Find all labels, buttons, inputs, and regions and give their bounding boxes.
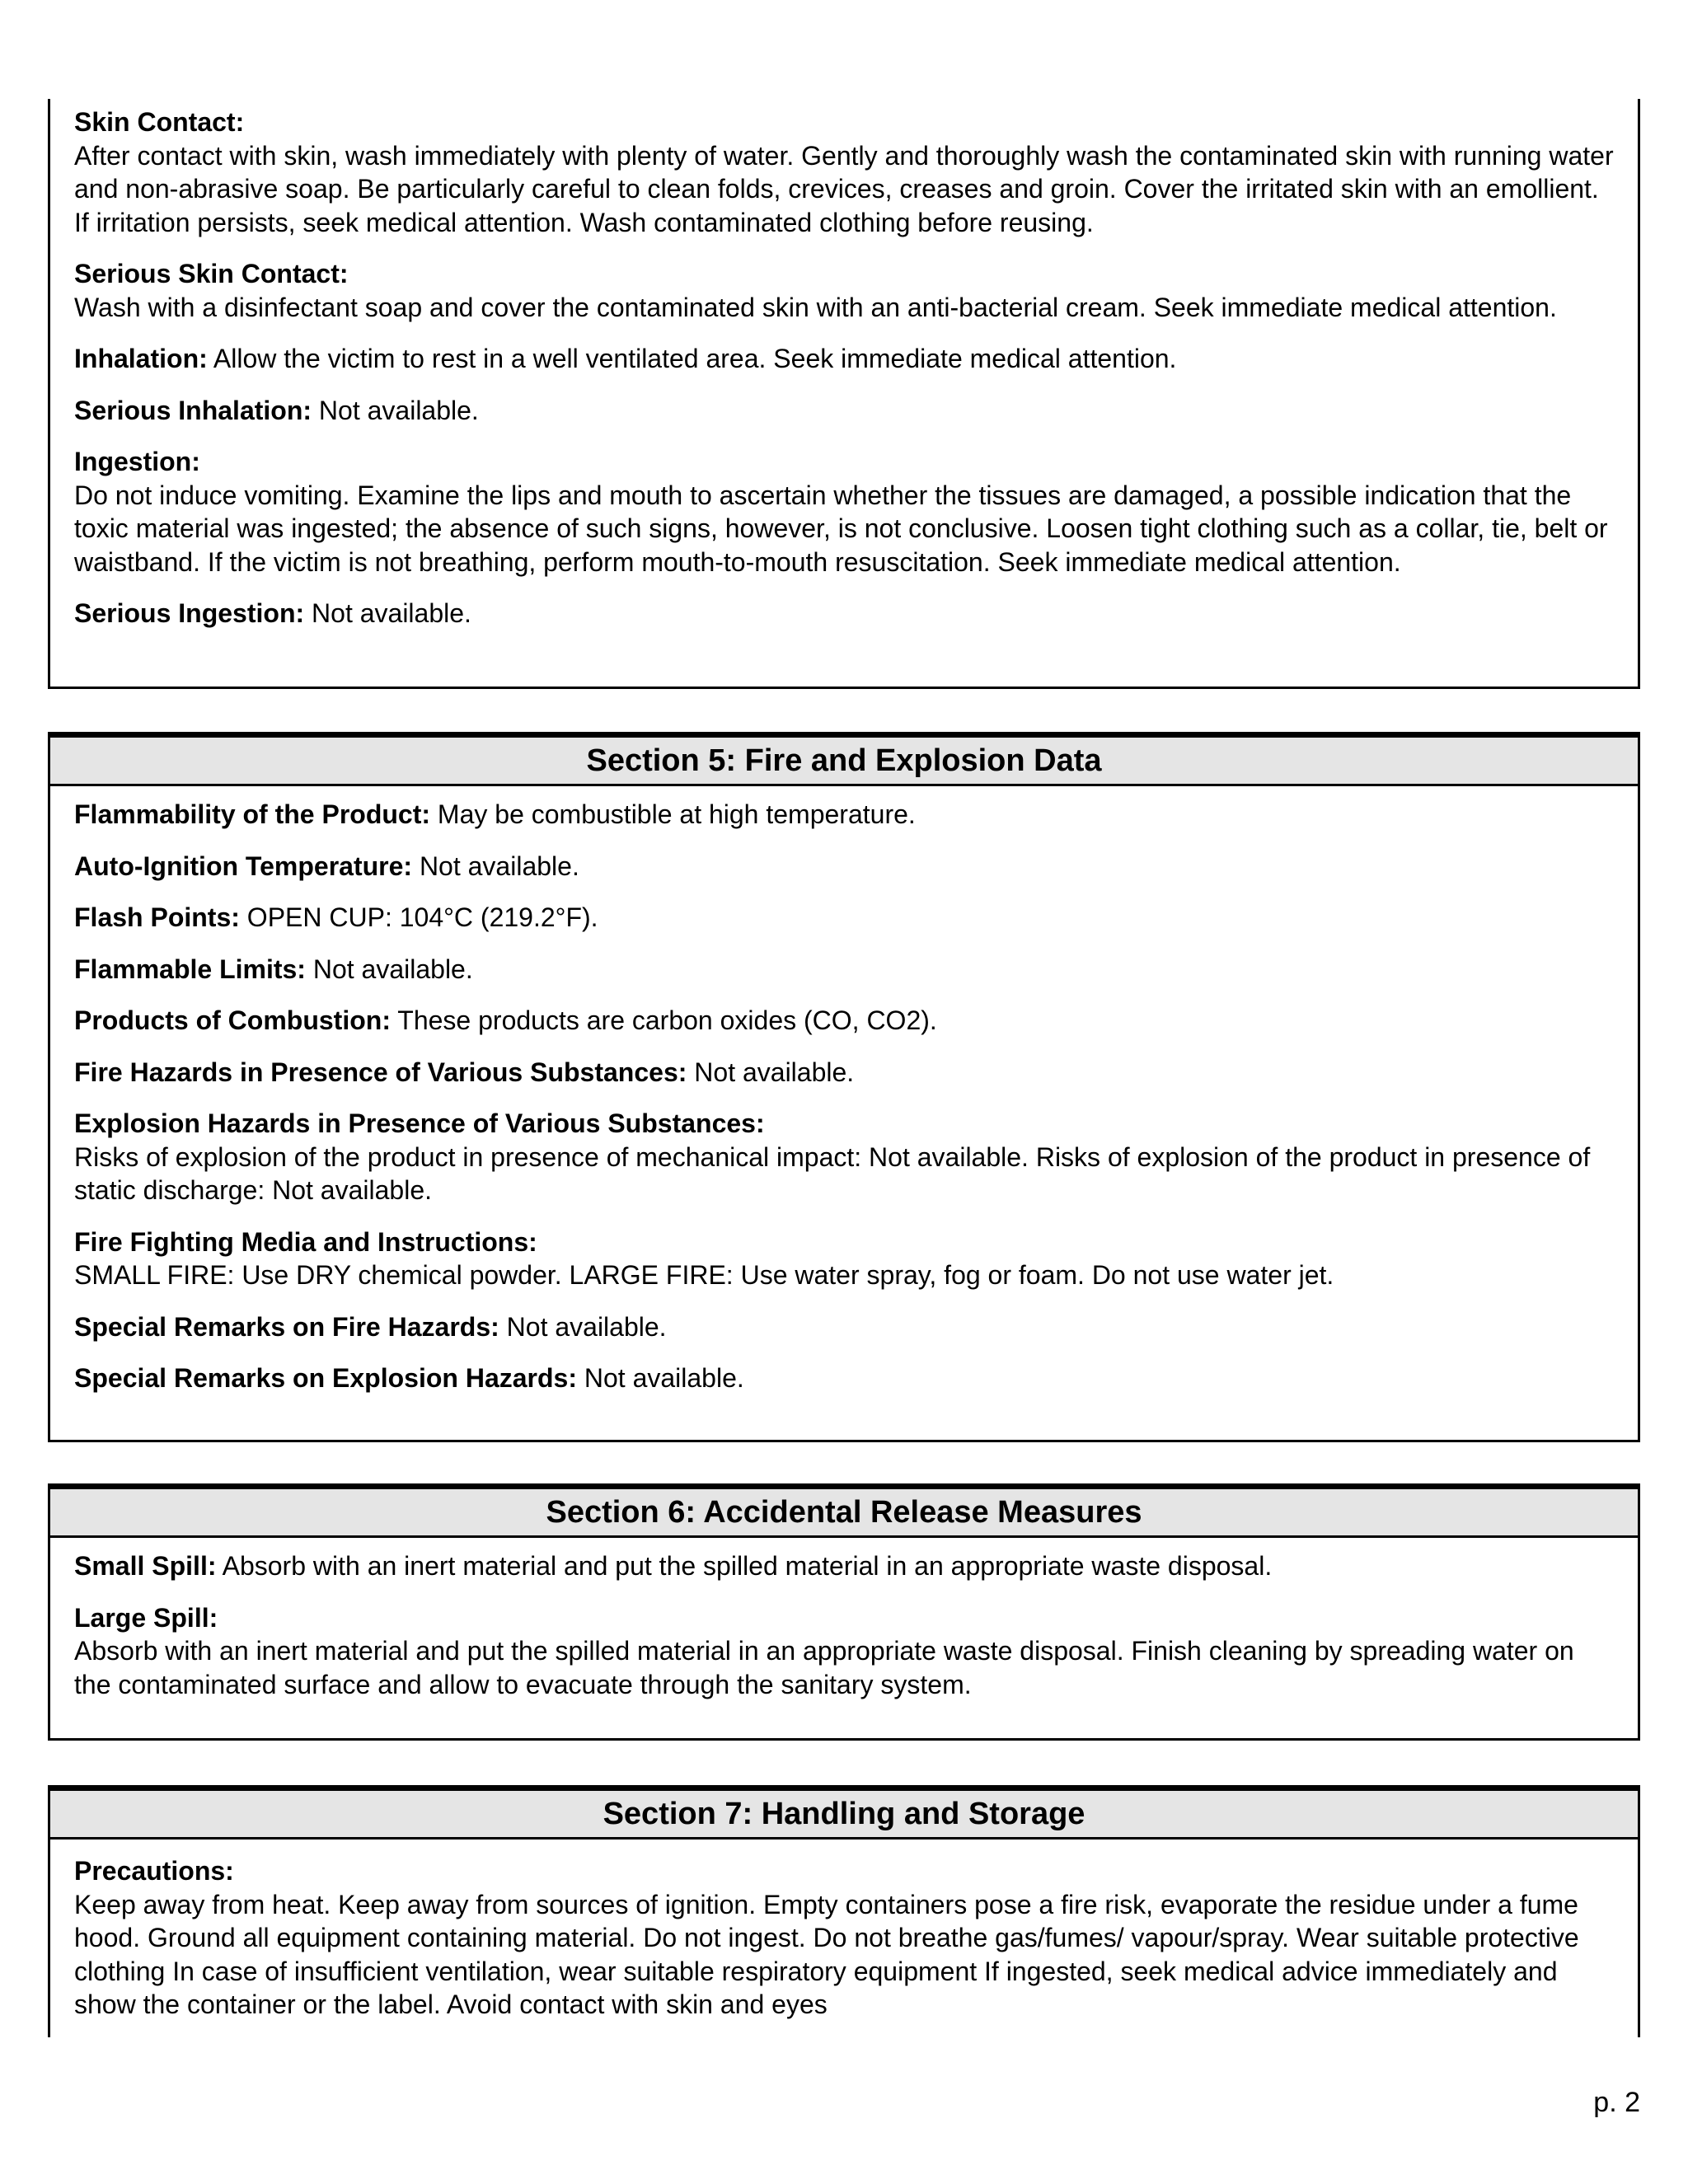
field-flammability xyxy=(74,798,1614,832)
field-label: Fire Fighting Media and Instructions: xyxy=(74,1226,537,1257)
field-label: Ingestion: xyxy=(74,447,200,476)
field-flammable-limits xyxy=(74,953,1614,987)
field-label: Products of Combustion: xyxy=(74,1005,391,1035)
field-text: Risks of explosion of the product in presence of mechanical impact: Not available. Risks of explosion of the product in presence of static discharge: Not available. xyxy=(74,1141,1591,1205)
field-label: Fire Hazards in Presence of Various Substances: xyxy=(74,1057,687,1087)
field-text: Not available. xyxy=(584,1363,744,1393)
field-label: Auto-Ignition Temperature: xyxy=(74,851,413,881)
field-small-spill xyxy=(74,1549,1614,1583)
field-fire-hazards xyxy=(74,1056,1614,1090)
field-remarks-fire xyxy=(74,1310,1614,1344)
field-precautions xyxy=(74,1854,1614,2022)
first-aid-continuation xyxy=(48,99,1640,689)
field-skin-contact xyxy=(74,105,1614,239)
field-label: Serious Ingestion: xyxy=(74,598,305,628)
field-label: Explosion Hazards in Presence of Various Substances: xyxy=(74,1108,765,1138)
field-text: Absorb with an inert material and put the spilled material in an appropriate waste disposal. Finish cleaning by spreading water on the contaminated surface and allow to evacuate through the sanitary system. xyxy=(74,1636,1574,1699)
section-title: Section 7: Handling and Storage xyxy=(50,1791,1638,1840)
field-text: Not available. xyxy=(694,1057,855,1087)
field-text: May be combustible at high temperature. xyxy=(437,799,916,829)
field-label: Large Spill: xyxy=(74,1602,218,1633)
field-inhalation xyxy=(74,342,1614,376)
field-ingestion xyxy=(74,445,1614,579)
page-number: p. 2 xyxy=(1593,2087,1640,2118)
field-label: Flash Points: xyxy=(74,902,240,932)
field-explosion-hazards xyxy=(74,1107,1614,1207)
field-text: Not available. xyxy=(312,954,473,984)
field-label: Small Spill: xyxy=(74,1551,217,1581)
field-text: After contact with skin, wash immediately with plenty of water. Gently and thoroughly wash the contaminated skin with running water and non-abrasive soap. Be particularly careful to clean folds, crevices, creases and groin. Cover the irritated skin with an emollient. If irritation persists, seek medical attention. Wash contaminated clothing before reusing. xyxy=(74,140,1614,237)
field-label: Inhalation: xyxy=(74,344,208,373)
field-large-spill xyxy=(74,1601,1614,1702)
field-text: Not available. xyxy=(318,395,479,425)
field-serious-inhalation xyxy=(74,394,1614,428)
section-title: Section 5: Fire and Explosion Data xyxy=(50,738,1638,786)
field-label: Special Remarks on Explosion Hazards: xyxy=(74,1363,577,1393)
field-label: Flammability of the Product: xyxy=(74,799,431,829)
field-products-of-combustion xyxy=(74,1004,1614,1038)
field-label: Serious Skin Contact: xyxy=(74,259,349,288)
field-text: Not available. xyxy=(419,851,579,881)
field-label: Flammable Limits: xyxy=(74,954,306,984)
field-text: OPEN CUP: 104°C (219.2°F). xyxy=(246,902,598,932)
field-serious-ingestion xyxy=(74,597,1614,630)
section-5-fire-explosion xyxy=(48,732,1640,1442)
field-auto-ignition xyxy=(74,850,1614,883)
field-text: Do not induce vomiting. Examine the lips and mouth to ascertain whether the tissues are damaged, a possible indication that the toxic material was ingested; the absence of such signs, however, is not conclusive. Loosen tight clothing such as a collar, tie, belt or waistband. If the victim is not breathing, perform mouth-to-mouth resuscitation. Seek immediate medical attention. xyxy=(74,480,1608,577)
field-text: Absorb with an inert material and put the spilled material in an appropriate waste disposal. xyxy=(222,1551,1273,1581)
section-7-handling-storage xyxy=(48,1785,1640,2037)
field-label: Special Remarks on Fire Hazards: xyxy=(74,1311,499,1342)
field-serious-skin-contact xyxy=(74,257,1614,324)
field-remarks-explosion xyxy=(74,1361,1614,1395)
field-label: Precautions: xyxy=(74,1856,234,1886)
field-text: Wash with a disinfectant soap and cover the contaminated skin with an anti-bacterial cream. Seek immediate medical attention. xyxy=(74,292,1557,322)
field-text: SMALL FIRE: Use DRY chemical powder. LARGE FIRE: Use water spray, fog or foam. Do not use water jet. xyxy=(74,1260,1334,1290)
section-6-accidental-release xyxy=(48,1483,1640,1741)
field-text: Keep away from heat. Keep away from sources of ignition. Empty containers pose a fire risk, evaporate the residue under a fume hood. Ground all equipment containing material. Do not ingest. Do not breathe gas/fumes/ vapour/spray. Wear suitable protective clothing In case of insufficient ventilation, wear suitable respiratory equipment If ingested, seek medical advice immediately and show the container or the label. Avoid contact with skin and eyes xyxy=(74,1889,1579,2019)
field-label: Skin Contact: xyxy=(74,107,245,137)
field-text: Allow the victim to rest in a well ventilated area. Seek immediate medical attention. xyxy=(213,344,1177,373)
section-title: Section 6: Accidental Release Measures xyxy=(50,1489,1638,1538)
field-flash-points xyxy=(74,901,1614,935)
field-text: These products are carbon oxides (CO, CO2). xyxy=(397,1005,937,1035)
field-label: Serious Inhalation: xyxy=(74,395,312,425)
field-fire-fighting-media xyxy=(74,1226,1614,1292)
field-text: Not available. xyxy=(506,1311,667,1342)
field-text: Not available. xyxy=(312,598,471,628)
